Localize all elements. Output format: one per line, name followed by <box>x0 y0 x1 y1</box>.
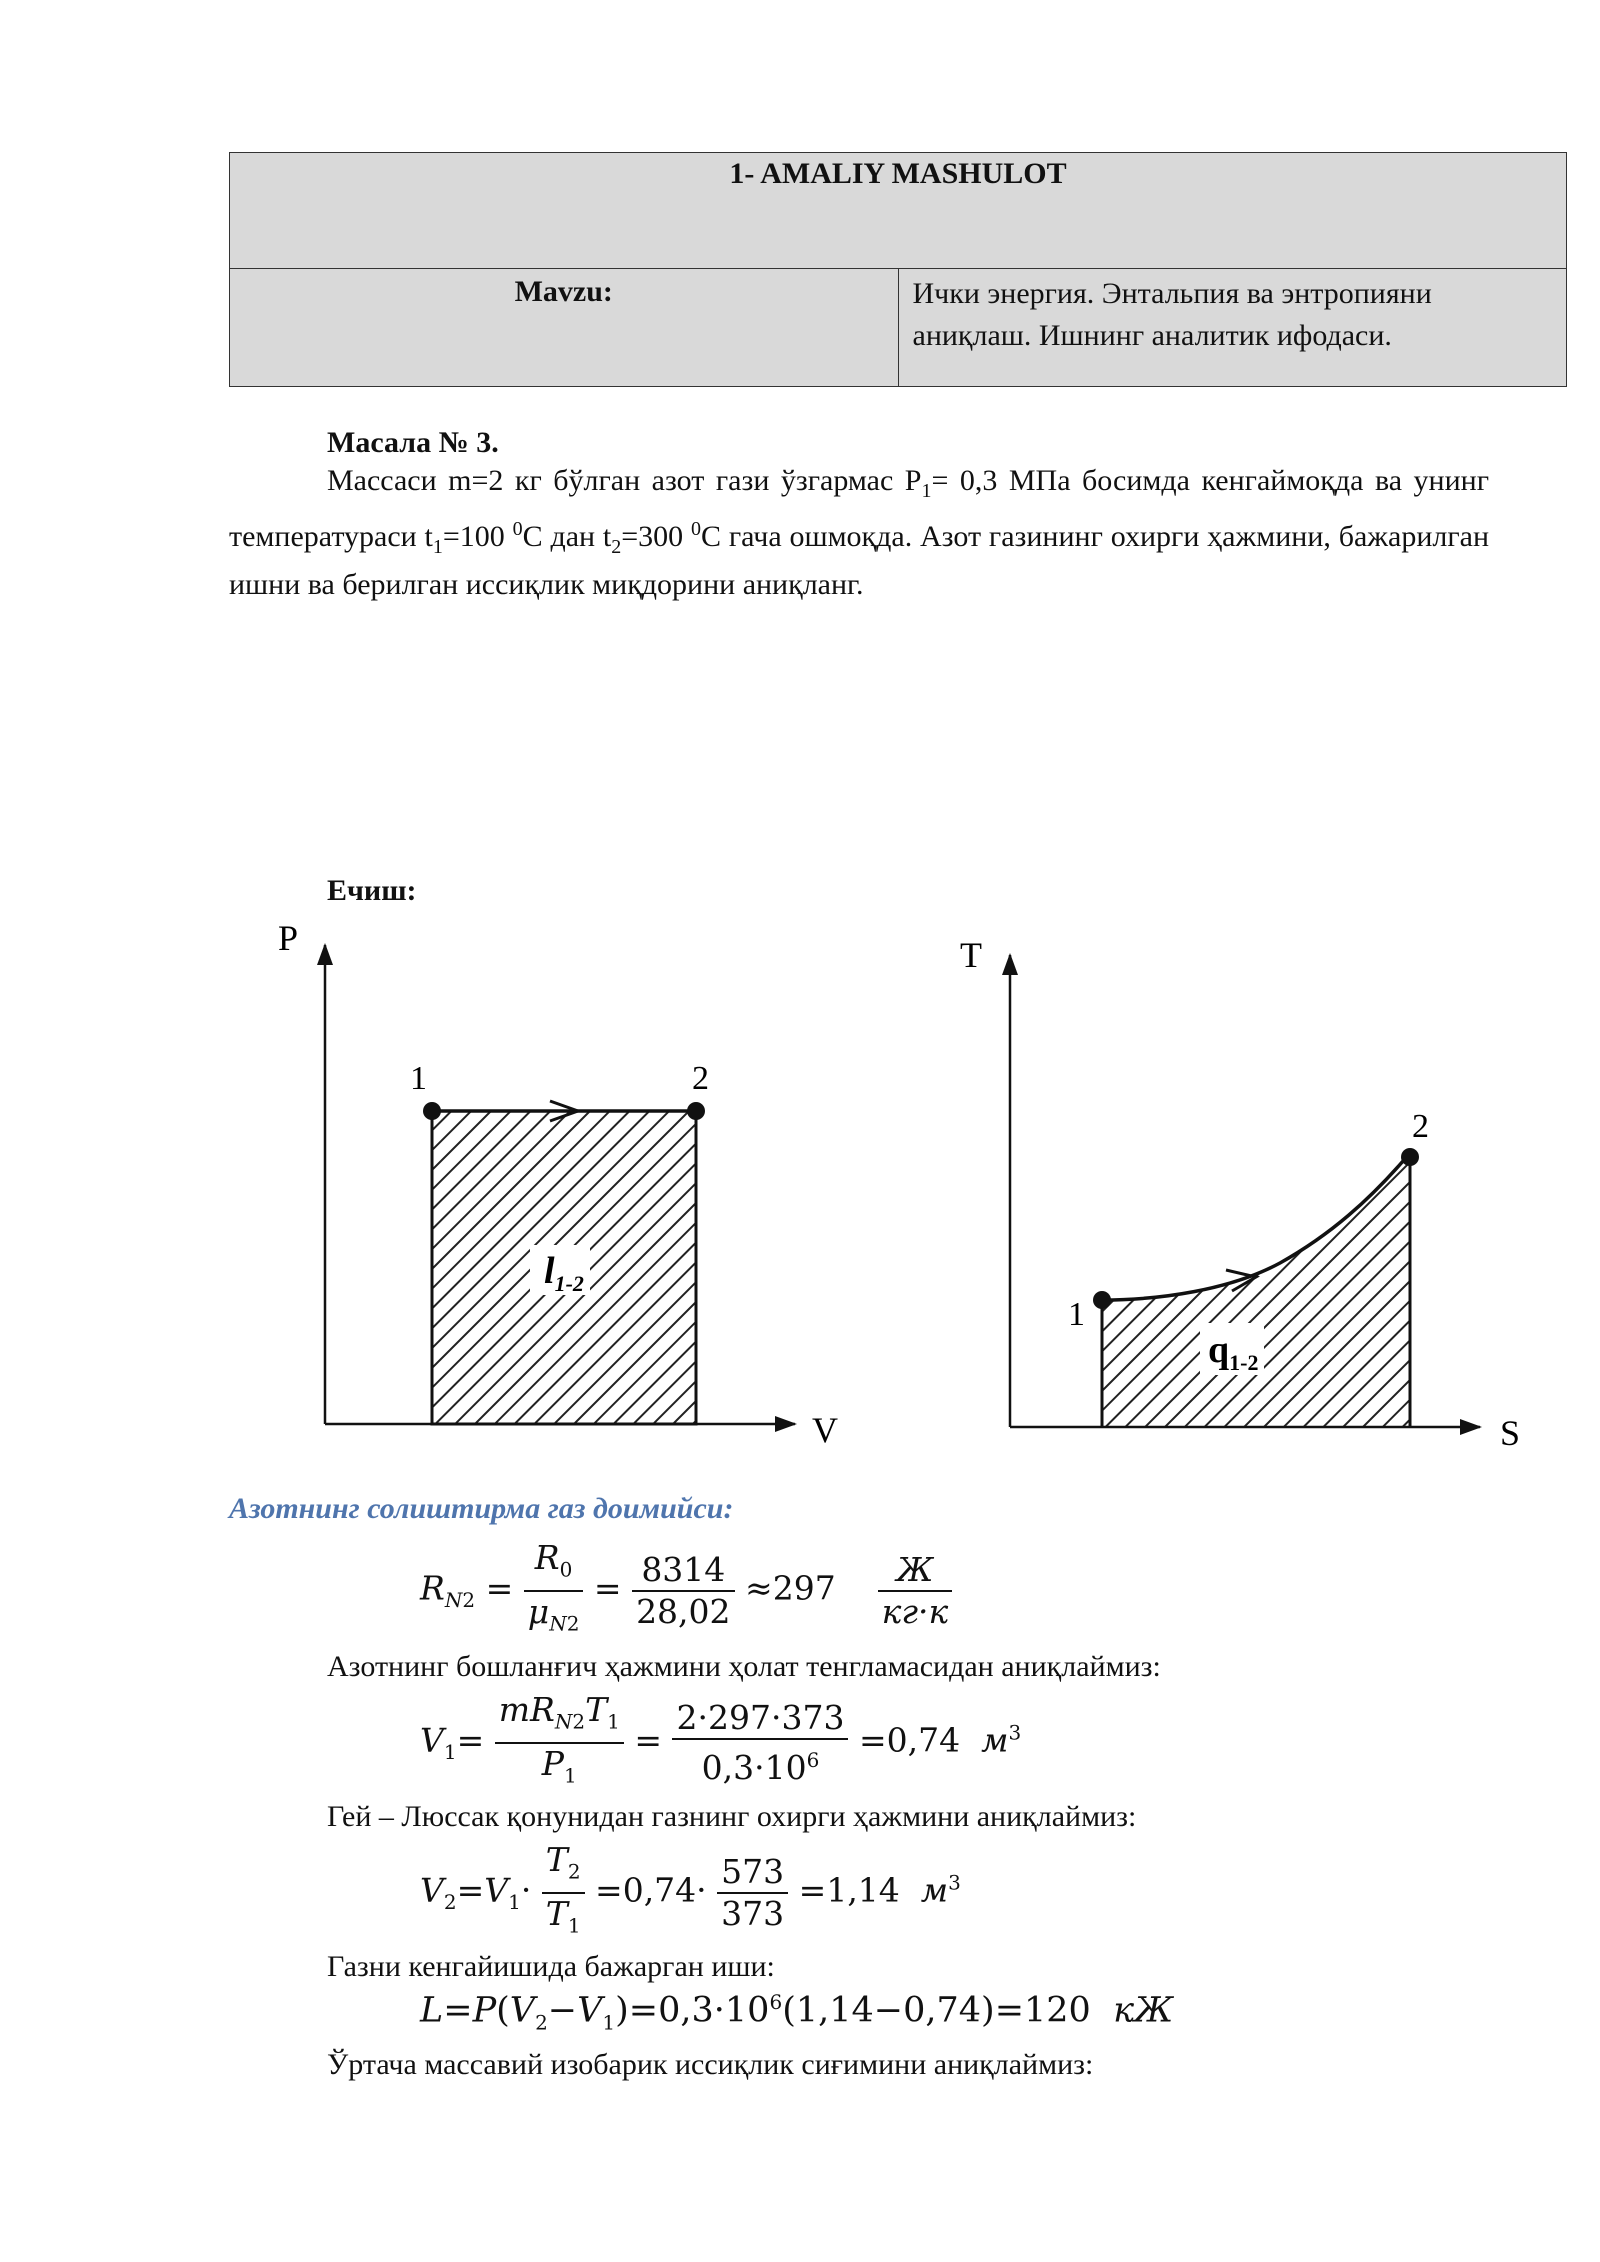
pv-point-2 <box>687 1102 705 1120</box>
ts-point-1-label: 1 <box>1068 1296 1085 1333</box>
topic-text: Ички энергия. Энтальпия ва энтропияни аниқлаш. Ишнинг аналитик ифодаси. <box>898 269 1567 387</box>
work-text: Газни кенгайишида бажарган иши: <box>327 1950 775 1983</box>
work-formula: $L=P(V_2-V_1)=0,3\cdot 10^6(1,14-0,74)=120$ кЖ <box>420 1990 1174 2035</box>
v-axis-label: V <box>812 1410 838 1450</box>
gas-constant-heading: Азотнинг солиштирма газ доимийси: <box>229 1492 734 1525</box>
pv-diagram <box>278 918 838 1450</box>
unit-fraction: $\frac{Ж}{кг\cdot к}$ <box>878 1550 953 1632</box>
problem-statement: Массаси m=2 кг бўлган азот гази ўзгармас $P_1= 0,3$ МПа босимда кенгаймоқда ва унинг температураси $t_1=100$ $^0$С дан $t_2=300$ $^0$С гача ошмоқда. Азот газининг охирги ҳажмини, бажарилган ишни ва берилган иссиқлик миқдорини аниқланг. <box>229 464 1490 601</box>
solution-label: Ечиш: <box>327 874 417 907</box>
pv-point-2-label: 2 <box>692 1060 709 1097</box>
pv-area-label: $l_{1-2}$ <box>544 1250 584 1296</box>
v2-temperature-fraction: $\frac{T_2}{T_1}$ <box>542 1840 585 1945</box>
pv-point-1-label: 1 <box>410 1060 427 1097</box>
s-axis-label: S <box>1500 1413 1521 1453</box>
ratio-fraction: $\frac{R_0}{\mu_{N2}}$ <box>524 1538 584 1643</box>
process-diagrams <box>260 905 1560 1465</box>
gas-constant-formula: $R_{N2}$ = $\frac{R_0}{\mu_{N2}}$ = $\frac{8314}{28,02}$ ≈297 $\frac{Ж}{кг\cdot к}$ <box>420 1538 952 1643</box>
ts-diagram <box>960 935 1520 1453</box>
heat-capacity-text: Ўртача массавий изобарик иссиқлик сиғимини аниқлаймиз: <box>327 2048 1094 2081</box>
v1-symbolic-fraction: $\frac{mR_{N2}T_1}{P_1}$ <box>495 1690 624 1795</box>
v1-text: Азотнинг бошланғич ҳажмини ҳолат тенгламасидан аниқлаймиз: <box>327 1650 1161 1683</box>
pv-point-1 <box>423 1102 441 1120</box>
p-axis-label: P <box>278 918 299 958</box>
numeric-fraction: $\frac{8314}{28,02}$ <box>632 1550 734 1632</box>
ts-point-2 <box>1401 1148 1419 1166</box>
ts-heat-area <box>1102 1153 1410 1427</box>
t-axis-label: T <box>960 935 982 975</box>
v2-numeric-fraction: $\frac{573}{373}$ <box>717 1852 788 1934</box>
problem-title: Масала № 3. <box>327 426 499 459</box>
v2-formula: $V_2=V_1\cdot$ $\frac{T_2}{T_1}$ =0,74· $\frac{573}{373}$ =1,14 $м^3$ <box>420 1840 961 1945</box>
v2-text: Гей – Люссак қонунидан газнинг охирги ҳажмини аниқлаймиз: <box>327 1800 1137 1833</box>
header-title: 1- AMALIY MASHULOT <box>230 153 1567 269</box>
v1-numeric-fraction: $\frac{2\cdot 297\cdot 373}{0,3\cdot 10^6}$ <box>672 1698 848 1788</box>
header-table <box>229 152 1567 387</box>
ts-point-2-label: 2 <box>1412 1108 1429 1145</box>
ts-area-label: $q_{1-2}$ <box>1208 1329 1259 1375</box>
ts-point-1 <box>1093 1291 1111 1309</box>
v1-formula: $V_1=$ $\frac{mR_{N2}T_1}{P_1}$ = $\frac{2\cdot 297\cdot 373}{0,3\cdot 10^6}$ =0,74 $м^3$ <box>420 1690 1021 1795</box>
topic-label: Mavzu: <box>230 269 899 387</box>
